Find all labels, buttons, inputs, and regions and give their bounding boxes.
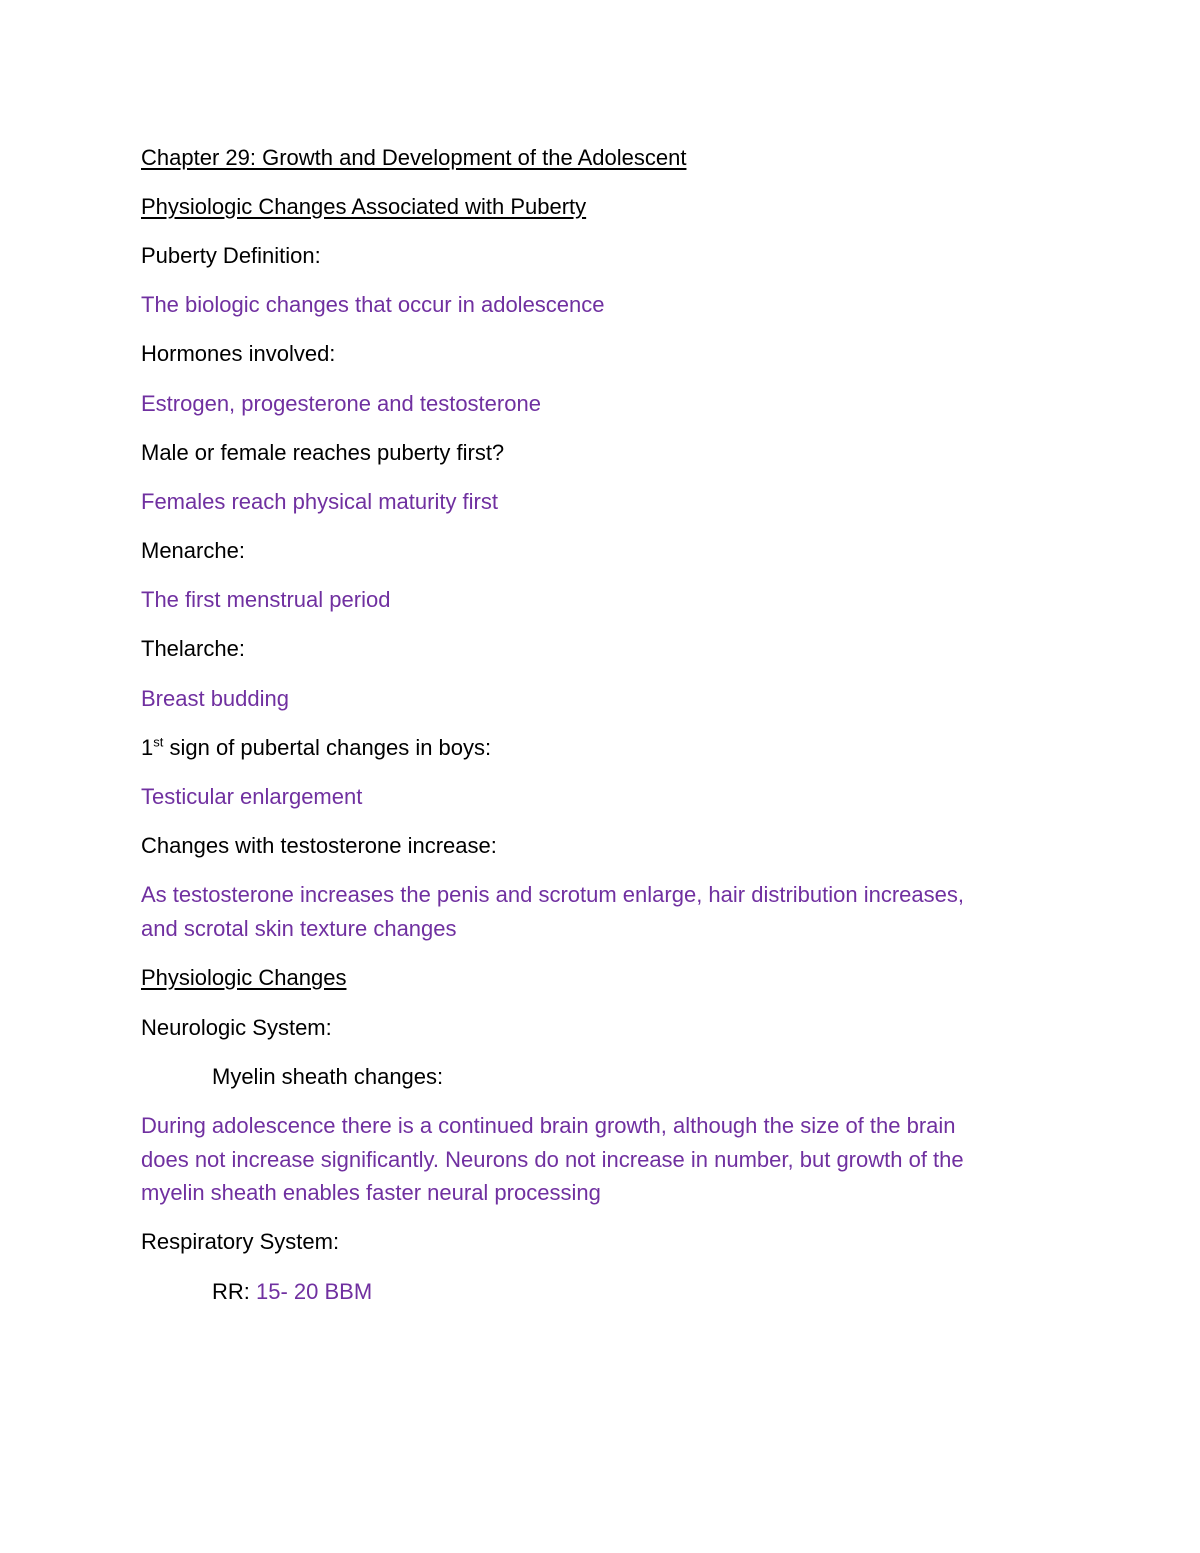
- section-heading-puberty: Physiologic Changes Associated with Puberty: [141, 194, 587, 219]
- ordinal-number: 1: [141, 735, 154, 760]
- question-hormones: Hormones involved:: [141, 341, 336, 366]
- question-testosterone: Changes with testosterone increase:: [141, 833, 497, 858]
- question-myelin: Myelin sheath changes:: [212, 1064, 444, 1089]
- answer-myelin-line-1: During adolescence there is a continued brain growth, although the size of the brain: [141, 1113, 956, 1138]
- question-first-sign-boys: [141, 731, 1041, 765]
- chapter-title: Chapter 29: Growth and Development of the Adolescent: [141, 145, 687, 170]
- question-respiratory: Respiratory System:: [141, 1229, 340, 1254]
- question-first-puberty: Male or female reaches puberty first?: [141, 440, 505, 465]
- answer-testosterone-line-1: As testosterone increases the penis and scrotum enlarge, hair distribution increases,: [141, 882, 964, 907]
- answer-first-sign-boys: Testicular enlargement: [141, 784, 363, 809]
- section-heading-physiologic: Physiologic Changes: [141, 965, 347, 990]
- answer-myelin-line-2: does not increase significantly. Neurons do not increase in number, but growth of the: [141, 1147, 964, 1172]
- question-thelarche: Thelarche:: [141, 636, 245, 661]
- answer-thelarche: Breast budding: [141, 686, 289, 711]
- rr-value: 15- 20 BBM: [256, 1279, 373, 1304]
- respiratory-rate: [212, 1275, 1112, 1309]
- question-menarche: Menarche:: [141, 538, 245, 563]
- question-first-sign-text: sign of pubertal changes in boys:: [163, 735, 492, 760]
- question-neurologic: Neurologic System:: [141, 1015, 332, 1040]
- answer-hormones: Estrogen, progesterone and testosterone: [141, 391, 541, 416]
- answer-first-puberty: Females reach physical maturity first: [141, 489, 498, 514]
- answer-myelin-line-3: myelin sheath enables faster neural processing: [141, 1180, 601, 1205]
- question-puberty-definition: Puberty Definition:: [141, 243, 321, 268]
- ordinal-suffix: st: [153, 734, 164, 750]
- answer-puberty-definition: The biologic changes that occur in adolescence: [141, 292, 605, 317]
- rr-label: RR:: [212, 1279, 256, 1304]
- answer-menarche: The first menstrual period: [141, 587, 391, 612]
- answer-testosterone-line-2: and scrotal skin texture changes: [141, 916, 457, 941]
